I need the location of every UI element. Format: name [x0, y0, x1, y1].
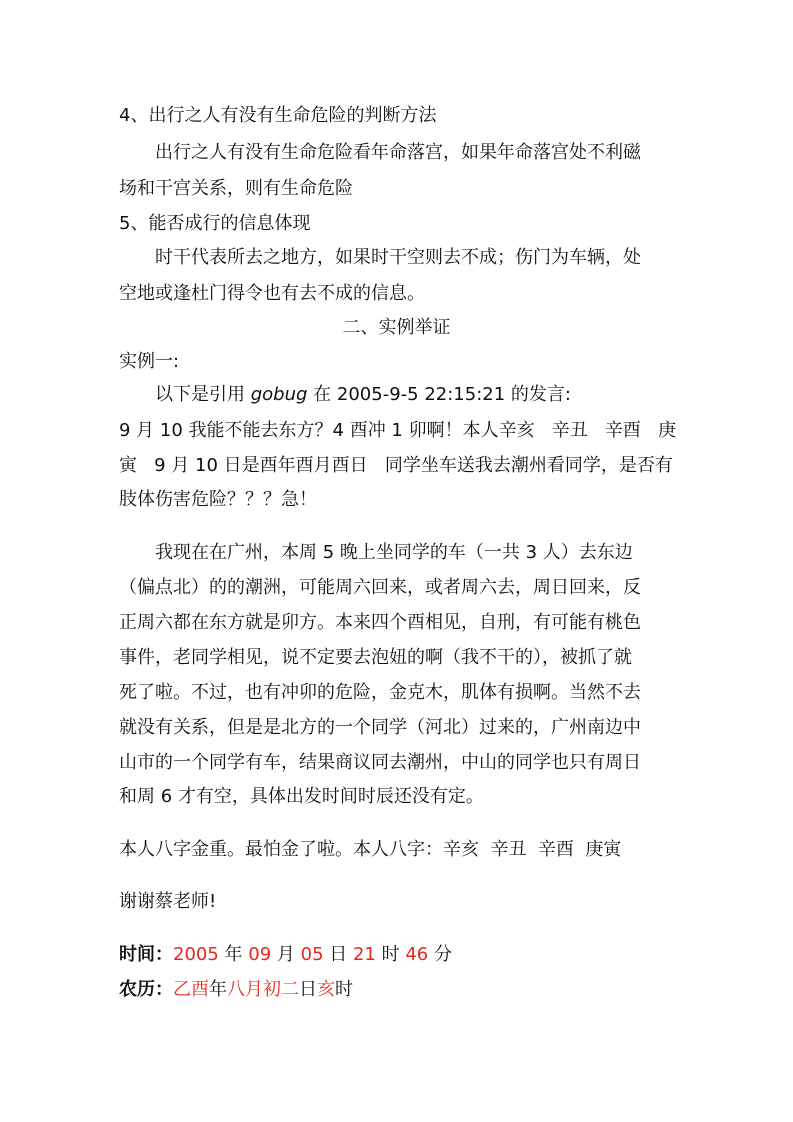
- time-day: 05: [300, 944, 324, 965]
- section-4-heading: 4、出行之人有没有生命危险的判断方法: [119, 105, 437, 126]
- time-year-unit: 年: [218, 944, 249, 965]
- bazi-line: 本人八字金重。最怕金了啦。本人八字：辛亥 辛丑 辛酉 庚寅: [119, 839, 622, 860]
- lunar-month: 八月: [227, 979, 263, 1000]
- quote-line: [155, 383, 571, 407]
- time-line: [119, 943, 452, 967]
- time-year: 2005: [173, 944, 219, 965]
- lunar-year-unit: 年: [209, 979, 227, 1000]
- story-line-1: 我现在在广州，本周 5 晚上坐同学的车（一共 3 人）去东边: [155, 542, 633, 563]
- time-minute-unit: 分: [428, 944, 452, 965]
- time-hour-unit: 时: [375, 944, 406, 965]
- lunar-hour-unit: 时: [335, 979, 353, 1000]
- story-line-6: 就没有关系，但是是北方的一个同学（河北）过来的，广州南边中: [119, 717, 641, 738]
- story-line-8: 和周 6 才有空，具体出发时间时辰还没有定。: [119, 786, 484, 807]
- story-line-3: 正周六都在东方就是卯方。本来四个酉相见，自刑，有可能有桃色: [119, 612, 641, 633]
- question-line-2: 寅 9 月 10 日是酉年酉月酉日 同学坐车送我去潮州看同学，是否有: [119, 455, 673, 476]
- lunar-year-ganzhi: 乙酉: [173, 979, 209, 1000]
- story-line-4: 事件，老同学相见，说不定要去泡妞的啊（我不干的），被抓了就: [119, 647, 632, 668]
- time-label: 时间：: [119, 944, 173, 965]
- time-month-unit: 月: [271, 944, 301, 965]
- quote-user: gobug: [250, 384, 308, 405]
- time-month: 09: [248, 944, 272, 965]
- story-line-7: 山市的一个同学有车，结果商议同去潮州，中山的同学也只有周日: [119, 752, 641, 773]
- question-line-1: 9 月 10 我能不能去东方？4 酉冲 1 卯啊！本人辛亥 辛丑 辛酉 庚: [119, 420, 677, 441]
- story-line-5: 死了啦。不过，也有冲卯的危险，金克木，肌体有损啊。当然不去: [119, 682, 641, 703]
- lunar-label: 农历：: [119, 979, 173, 1000]
- section-5-heading: 5、能否成行的信息体现: [119, 213, 311, 234]
- time-hour: 21: [352, 944, 376, 965]
- section-5-line-1: 时干代表所去之地方，如果时干空则去不成；伤门为车辆，处: [155, 247, 641, 268]
- lunar-line: [119, 978, 353, 1002]
- lunar-hour: 亥: [317, 979, 335, 1000]
- thanks-line: 谢谢蔡老师!: [119, 891, 217, 912]
- question-line-3: 肢体伤害危险？？？急！: [119, 489, 317, 510]
- lunar-day-unit: 日: [299, 979, 317, 1000]
- example-label: 实例一:: [119, 351, 180, 372]
- section-title: 二、实例举证: [342, 317, 451, 338]
- lunar-day: 初二: [263, 979, 299, 1000]
- quote-suffix: 在 2005-9-5 22:15:21 的发言:: [313, 384, 571, 405]
- story-line-2: （偏点北）的的潮洲，可能周六回来，或者周六去，周日回来，反: [119, 577, 641, 598]
- section-4-line-1: 出行之人有没有生命危险看年命落宫，如果年命落宫处不利磁: [155, 142, 641, 163]
- section-5-line-2: 空地或逢杜门得令也有去不成的信息。: [119, 283, 425, 304]
- quote-prefix: 以下是引用: [155, 384, 245, 405]
- section-4-line-2: 场和干宫关系，则有生命危险: [119, 178, 353, 199]
- time-minute: 46: [405, 944, 429, 965]
- time-day-unit: 日: [323, 944, 353, 965]
